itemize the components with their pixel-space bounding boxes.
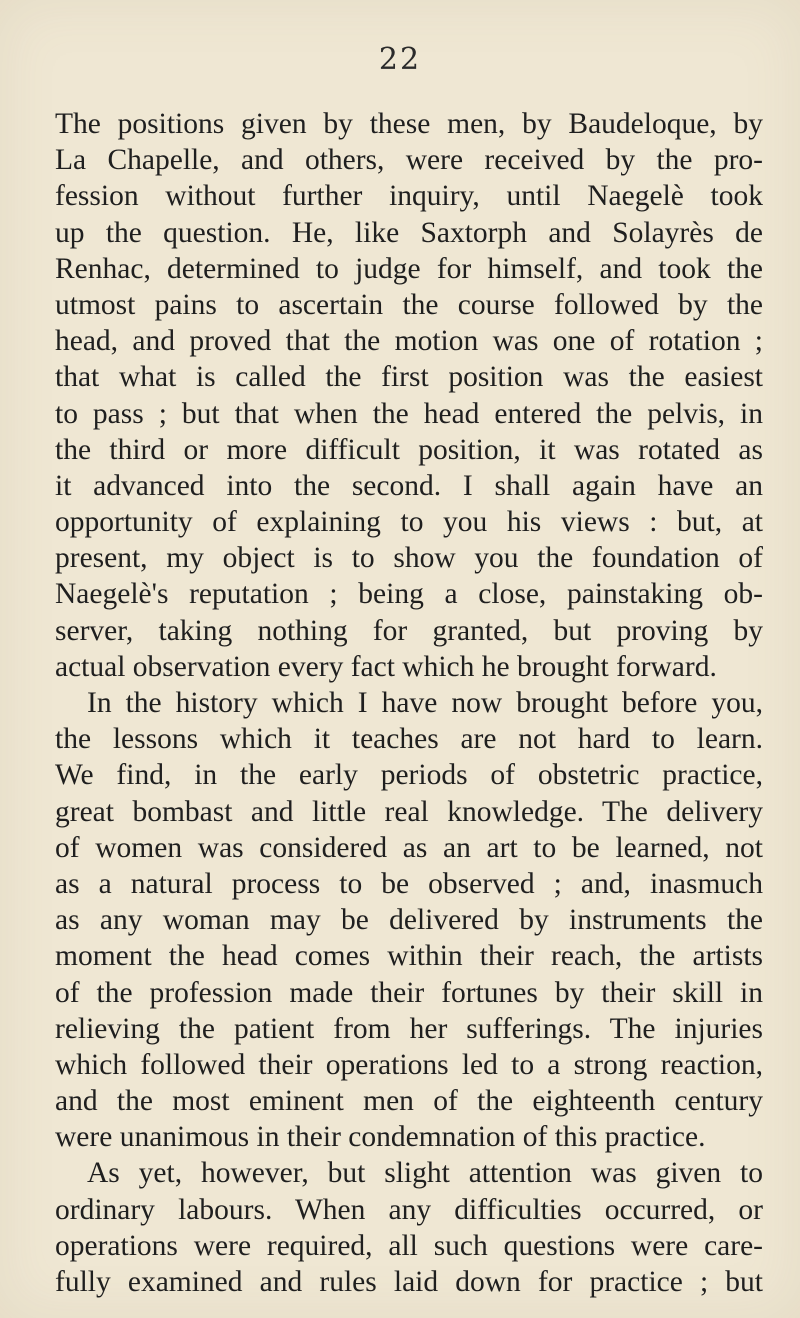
text-line: We find, in the early periods of obstetric practice, (55, 759, 763, 792)
text-line: up the question. He, like Saxtorph and Solayrès de (55, 216, 763, 249)
text-line: actual observation every fact which he brought forward. (55, 650, 717, 683)
text-line: operations were required, all such questions were care- (55, 1229, 763, 1262)
text-line: of the profession made their fortunes by their skill in (55, 976, 763, 1009)
text-line: moment the head comes within their reach, the artists (55, 940, 763, 973)
text-line: of women was considered as an art to be learned, not (55, 831, 763, 864)
text-line: the third or more difficult position, it was rotated as (55, 433, 763, 466)
text-line: great bombast and little real knowledge. The delivery (55, 795, 763, 828)
text-line: fession without further inquiry, until Naegelè took (55, 180, 763, 213)
text-line: present, my object is to show you the foundation of (55, 542, 763, 575)
text-line: head, and proved that the motion was one of rotation ; (55, 325, 763, 358)
text-line: as a natural process to be observed ; and, inasmuch (55, 867, 763, 900)
text-line: Naegelè's reputation ; being a close, painstaking ob- (55, 578, 763, 611)
text-line: to pass ; but that when the head entered the pelvis, in (55, 397, 763, 430)
text-line: The positions given by these men, by Baudeloque, by (55, 108, 763, 140)
text-line: fully examined and rules laid down for practice ; but (55, 1266, 763, 1298)
text-line: relieving the patient from her sufferings. The injuries (55, 1012, 763, 1045)
text-line: utmost pains to ascertain the course followed by the (55, 288, 763, 321)
text-line: In the history which I have now brought before you, (87, 687, 763, 719)
text-line: ordinary labours. When any difficulties occurred, or (55, 1193, 763, 1226)
text-line: As yet, however, but slight attention was given to (87, 1157, 763, 1190)
text-line: which followed their operations led to a strong reaction, (55, 1048, 763, 1081)
body-text (55, 106, 763, 1300)
text-line: it advanced into the second. I shall again have an (55, 469, 763, 502)
text-line: that what is called the first position was the easiest (55, 361, 763, 394)
text-line: Renhac, determined to judge for himself, and took the (55, 252, 763, 285)
text-line: the lessons which it teaches are not hard to learn. (55, 723, 763, 756)
text-line: La Chapelle, and others, were received by the pro- (55, 144, 763, 177)
text-line: server, taking nothing for granted, but proving by (55, 614, 763, 647)
text-line: and the most eminent men of the eighteenth century (55, 1085, 763, 1118)
text-line: opportunity of explaining to you his views : but, at (55, 506, 763, 539)
text-line: as any woman may be delivered by instruments the (55, 904, 763, 937)
text-line: were unanimous in their condemnation of this practice. (55, 1121, 706, 1154)
page-number: 22 (378, 42, 422, 77)
